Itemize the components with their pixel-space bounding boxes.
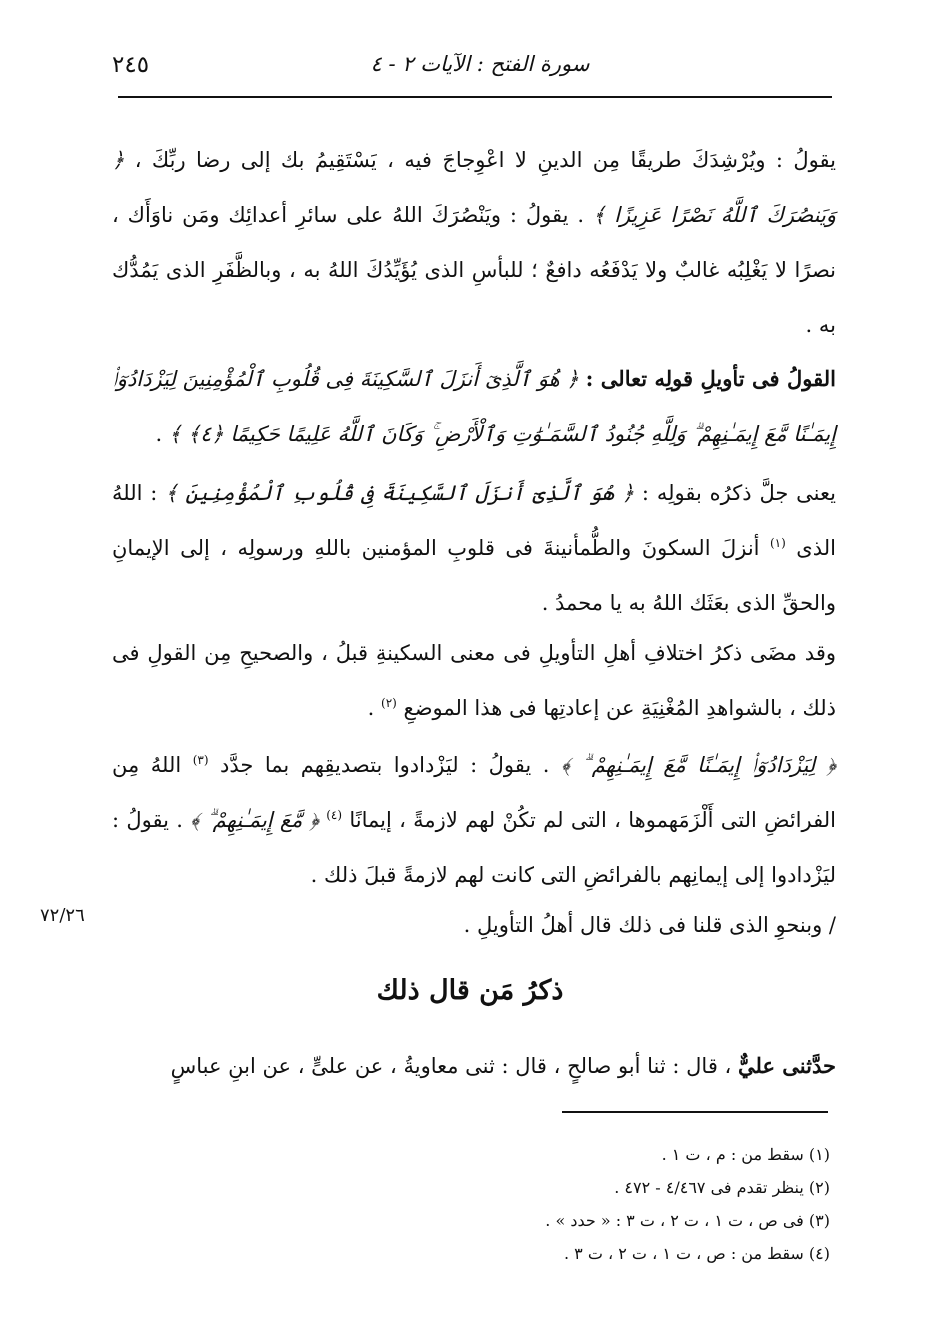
quran-quote: ﴿ مَّعَ إِيمَـٰنِهِمْ ۗ ﴾: [190, 808, 319, 832]
footnote-3: (٣) فى ص ، ت ١ ، ت ٢ ، ت ٣ : « حدد » .: [545, 1211, 830, 1230]
tafsir-heading: القولُ فى تأويلِ قولِه تعالى :: [585, 366, 836, 391]
footnote-marker: (١): [769, 536, 786, 550]
quran-quote: ﴿ هُوَ ٱلَّذِىٓ أَنزَلَ ٱلسَّكِينَةَ فِى قُلُوبِ ٱلْمُؤْمِنِينَ ﴾: [165, 481, 635, 505]
running-title: سورة الفتح : الآيات ٢ - ٤: [370, 52, 590, 76]
isnad-lead: حدَّثنى عليٌّ: [738, 1053, 836, 1078]
paragraph-text: يعنى جلَّ ذكرُه بقولِه :: [641, 481, 836, 505]
quran-quote: ﴿ لِيَزْدَادُوٓا۟ إِيمَـٰنًا مَّعَ إِيمَـٰنِهِمْ ۗ ﴾: [560, 753, 836, 777]
quran-quote: ﴿ وَيَنصُرَكَ ٱللَّهُ نَصْرًا عَزِيزًا ﴾: [112, 148, 836, 227]
paragraph-text: اللهُ مِن الفرائضِ التى أَلْزَمَهموها ، التى لم تكُنْ لهم لازمةً ، إيمانًا: [112, 753, 836, 832]
paragraph-text: : اللهُ الذى: [112, 481, 836, 560]
footnote-marker: (٤): [326, 808, 343, 822]
paragraph-text: / وبنحوِ الذى قلنا فى ذلك قال أهلُ التأويلِ .: [463, 913, 836, 937]
paragraph-2: [112, 351, 836, 462]
paragraph-text: .: [367, 696, 375, 720]
paragraph-text: يقولُ : ويُرْشِدَكَ طريقًا مِن الدينِ لا اعْوِجاجَ فيه ، يَسْتَقِيمُ بك إلى رضا ربِّكَ ،: [134, 148, 836, 172]
paragraph-6: [112, 898, 836, 953]
footnote-rule: [562, 1111, 828, 1113]
footnote-4: (٤) سقط من : ص ، ت ١ ، ت ٢ ، ت ٣ .: [563, 1244, 830, 1263]
paragraph-4: [112, 626, 836, 736]
footnotes: [420, 1138, 830, 1270]
paragraph-text: أنزلَ السكونَ والطُّمأنينةَ فى قلوبِ المؤمنين باللهِ ورسولِه ، إلى الإيمانِ والحقِّ الذى بعَثَك اللهُ به يا محمدُ .: [112, 536, 836, 615]
quran-quote: ﴿ هُوَ ٱلَّذِىٓ أَنزَلَ ٱلسَّكِينَةَ فِى قُلُوبِ ٱلْمُؤْمِنِينَ لِيَزْدَادُوٓا۟ إِيمَـٰنًا مَّعَ إِيمَـٰنِهِمْ ۗ وَلِلَّهِ جُنُودُ ٱلسَّمَـٰوَٰتِ وَٱلْأَرْضِ ۚ وَكَانَ ٱللَّهُ عَلِيمًا حَكِيمًا ﴿٤﴾ ﴾: [112, 367, 836, 446]
footnote-marker: (٣): [192, 753, 209, 767]
paragraph-text: .: [155, 422, 163, 446]
margin-reference: ٧٢/٢٦: [40, 905, 85, 926]
section-heading: ذكرُ مَن قال ذلك: [376, 975, 564, 1006]
footnote-marker: (٢): [381, 696, 397, 710]
paragraph-text: . يقولُ : ويَنْصُرَكَ اللهُ على سائرِ أعدائِك ومَن ناوَأَك ، نصرًا لا يَغْلِبُه غالبٌ ولا يَدْفَعُه دافعٌ ؛ للبأسِ الذى يُؤَيِّدُكَ اللهُ به ، وبالظَّفَرِ الذى يَمُدُّك به .: [112, 203, 836, 337]
paragraph-3: [112, 466, 836, 631]
isnad-text: ، قال : ثنا أبو صالحٍ ، قال : ثنى معاويةُ ، عن علىٍّ ، عن ابنِ عباسٍ: [170, 1054, 732, 1078]
isnad-paragraph: [112, 1038, 836, 1094]
paragraph-text: وقد مضَى ذكرُ اختلافِ أهلِ التأويلِ فى معنى السكينةِ قبلُ ، والصحيحِ مِن القولِ فى ذلك ، بالشواهدِ المُغْنِيَةِ عن إعادتِها فى هذا الموضعِ: [112, 641, 837, 720]
paragraph-text: . يقولُ : ليَزْدادوا بتصديقِهم بما جدَّد: [220, 753, 550, 777]
header-rule: [118, 96, 832, 98]
paragraph-5: [112, 738, 836, 903]
footnote-1: (١) سقط من : م ، ت ١ .: [661, 1145, 830, 1164]
page-number: ٢٤٥: [112, 52, 150, 78]
footnote-2: (٢) ينظر تقدم فى ٤/٤٦٧ - ٤٧٢ .: [614, 1178, 830, 1197]
paragraph-text: . يقولُ : ليَزْدادوا إلى إيمانِهم بالفرائضِ التى كانت لهم لازمةً قبلَ ذلك .: [112, 808, 836, 887]
paragraph-1: [112, 133, 836, 353]
